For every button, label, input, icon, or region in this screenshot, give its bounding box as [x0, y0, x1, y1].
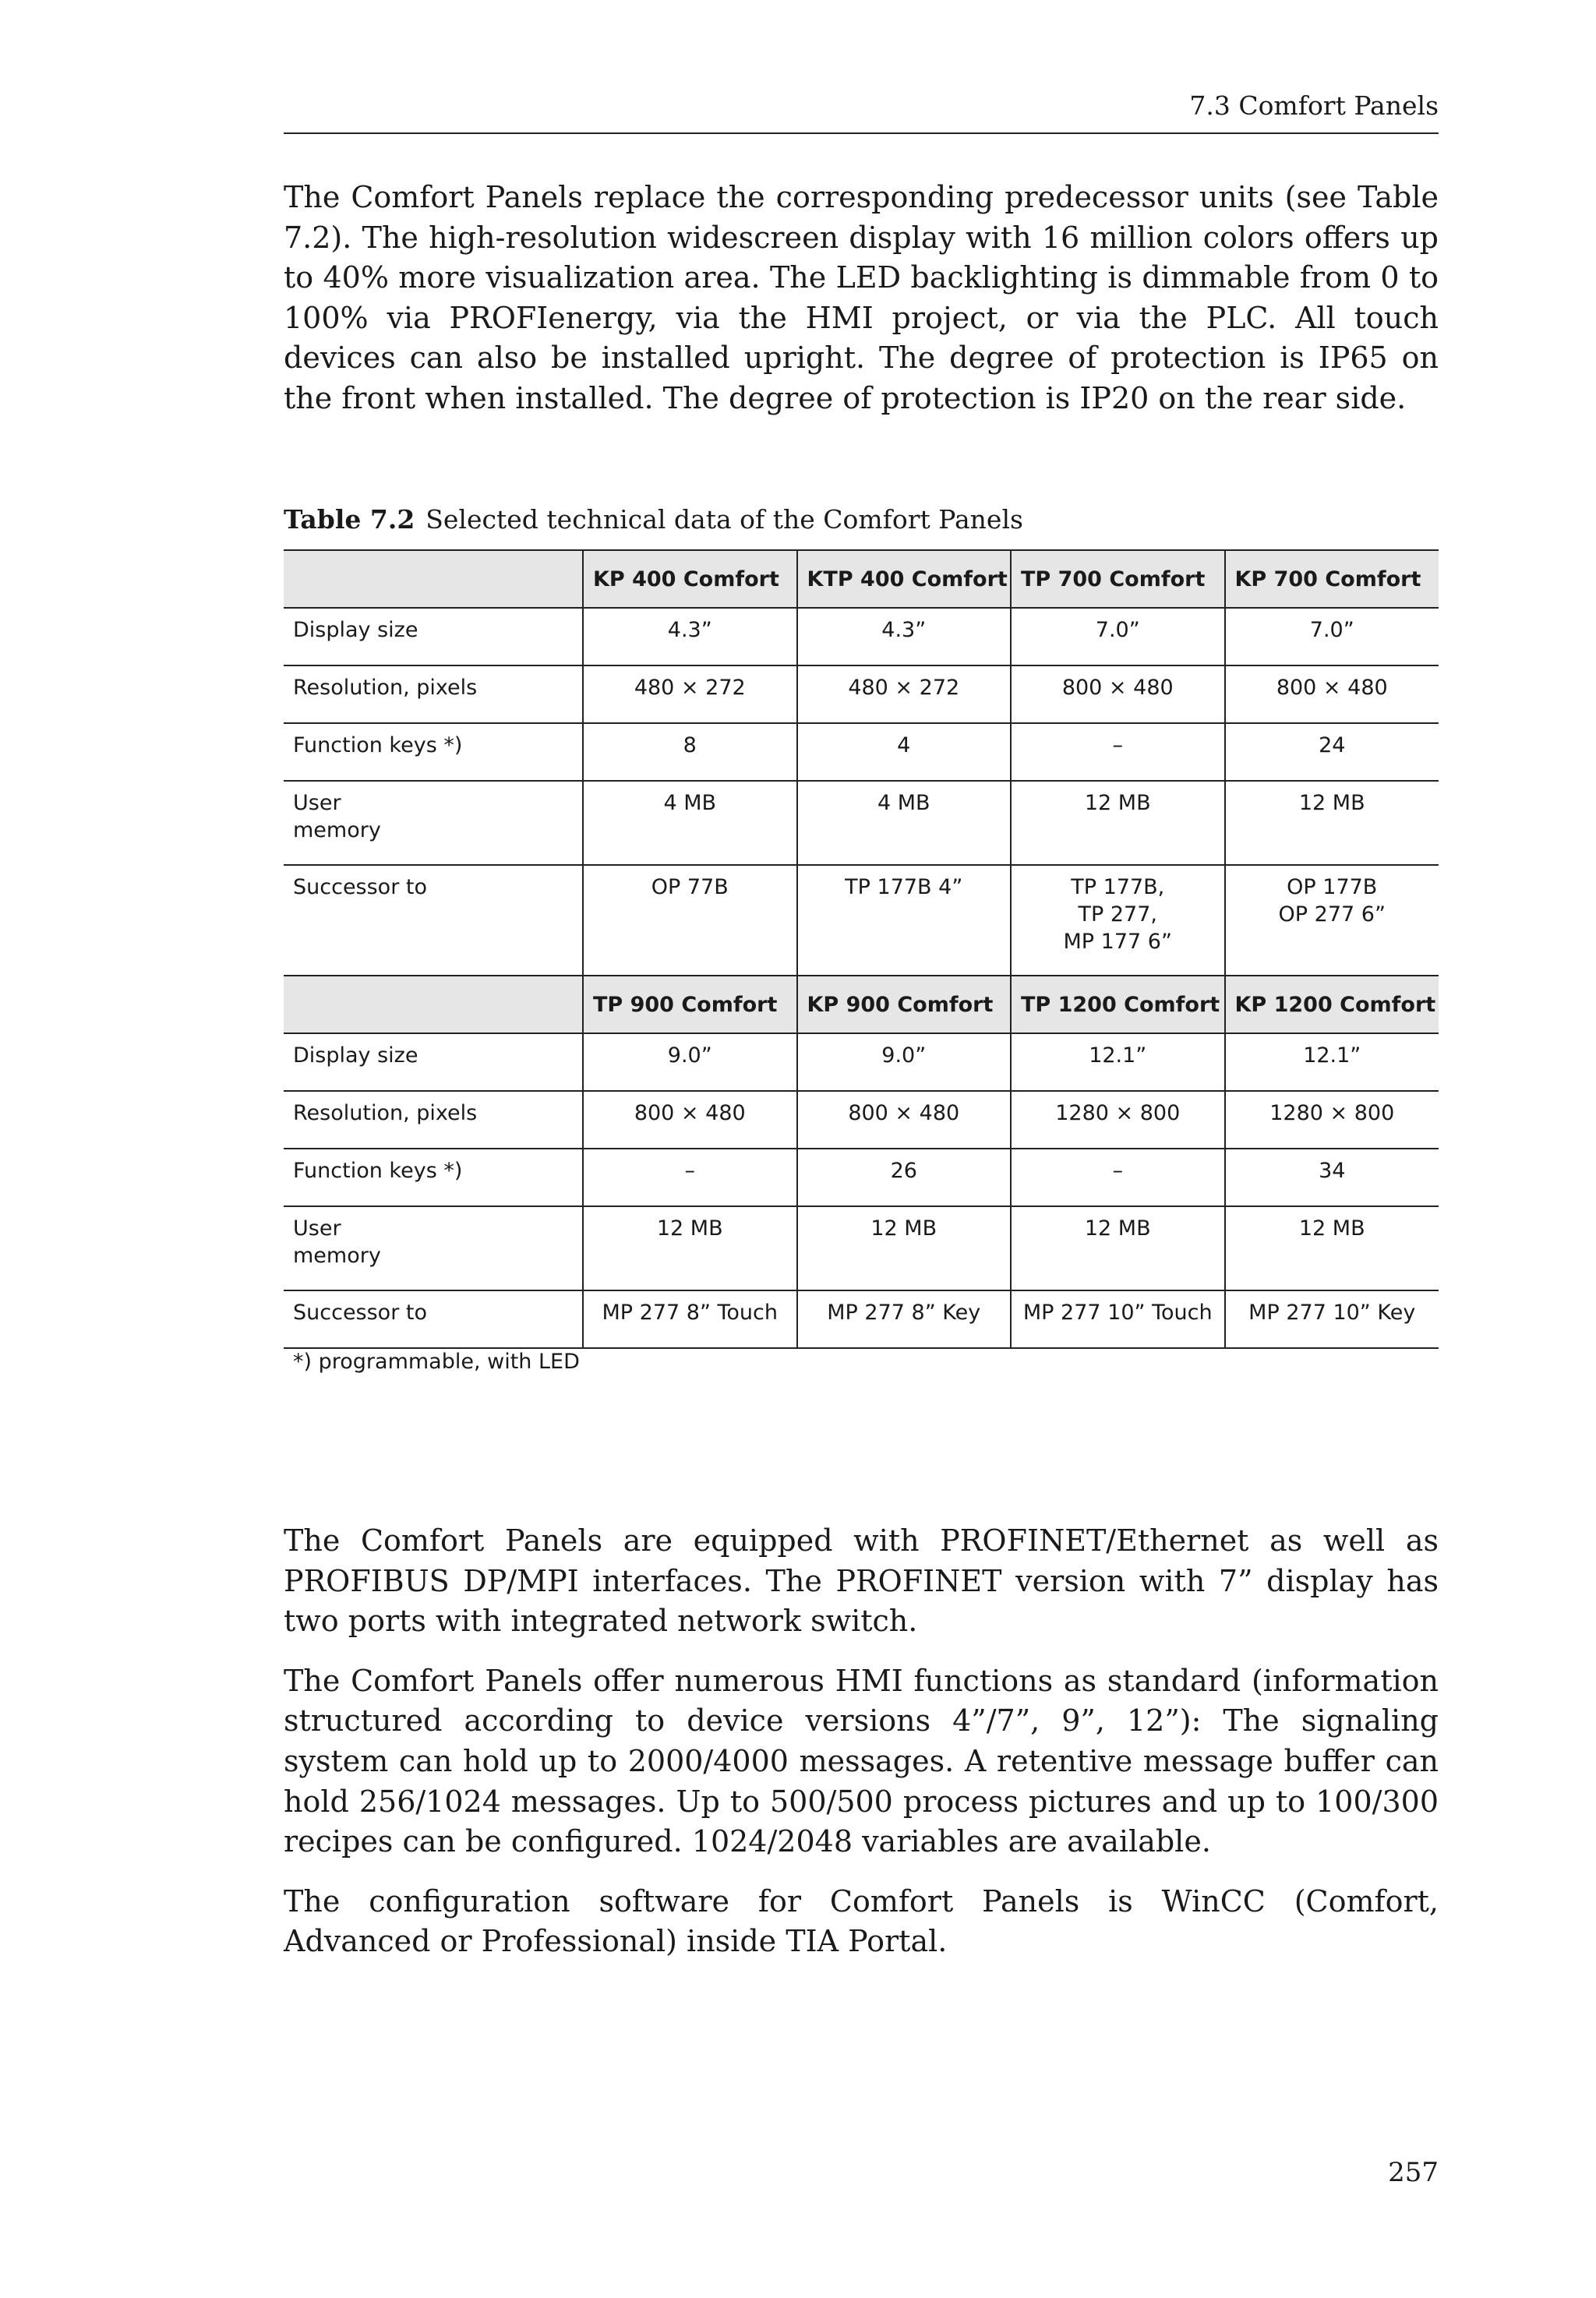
row-label: Resolution, pixels	[284, 665, 583, 723]
table-cell: –	[583, 1149, 797, 1206]
body-section	[284, 1521, 1439, 1982]
body-paragraph: The Comfort Panels are equipped with PROFINET/Ethernet as well as PROFIBUS DP/MPI interfaces. The PROFINET version with 7” display has two ports with integrated network switch.	[284, 1523, 1439, 1639]
header-corner-cell	[284, 550, 583, 608]
row-label: Successor to	[284, 865, 583, 976]
row-label	[284, 1206, 583, 1290]
cell-line: OP 177B	[1287, 875, 1378, 899]
table-cell: 1280 × 800	[1225, 1091, 1439, 1149]
table-cell: 4	[797, 723, 1012, 781]
table-row	[284, 1091, 1439, 1149]
specs-table	[284, 549, 1439, 1349]
table-cell: 34	[1225, 1149, 1439, 1206]
cell-line: TP 177B,	[1071, 875, 1165, 899]
row-label: Display size	[284, 608, 583, 665]
table-row	[284, 723, 1439, 781]
table-row	[284, 1033, 1439, 1091]
table-cell: 800 × 480	[797, 1091, 1012, 1149]
table-cell: 480 × 272	[583, 665, 797, 723]
table-cell: 12 MB	[583, 1206, 797, 1290]
table-cell: MP 277 8” Touch	[583, 1290, 797, 1348]
table-cell: 8	[583, 723, 797, 781]
row-label: Resolution, pixels	[284, 1091, 583, 1149]
table-cell	[583, 865, 797, 976]
row-label-line: memory	[293, 1244, 381, 1268]
table-cell: 12.1”	[1225, 1033, 1439, 1091]
table-row	[284, 1149, 1439, 1206]
table-caption	[284, 503, 1439, 537]
table-cell: 12 MB	[1011, 1206, 1225, 1290]
table-cell: 1280 × 800	[1011, 1091, 1225, 1149]
table-cell: 4.3”	[583, 608, 797, 665]
table-cell: 12 MB	[1225, 1206, 1439, 1290]
cell-line: MP 177 6”	[1063, 930, 1172, 954]
table-cell: 9.0”	[797, 1033, 1012, 1091]
table-caption-text: Selected technical data of the Comfort Panels	[425, 504, 1023, 535]
table-header-row	[284, 550, 1439, 608]
header-cell: TP 900 Comfort	[583, 976, 797, 1033]
cell-line: TP 277,	[1078, 902, 1157, 927]
table-row	[284, 608, 1439, 665]
table-cell: MP 277 8” Key	[797, 1290, 1012, 1348]
header-cell: TP 1200 Comfort	[1011, 976, 1225, 1033]
table-cell: 4 MB	[797, 781, 1012, 865]
row-label: Function keys *)	[284, 723, 583, 781]
table-cell	[1011, 865, 1225, 976]
table-cell: 800 × 480	[1011, 665, 1225, 723]
body-paragraph: The Comfort Panels offer numerous HMI functions as standard (information structured according to device versions 4”/7”, 9”, 12”): The signaling system can hold up to 2000/4000 messages. A retentive message buffer can hold 256/1024 messages. Up to 500/500 process pictures and up to 100/300 recipes can be configured. 1024/2048 variables are available.	[284, 1663, 1439, 1859]
header-cell: KP 400 Comfort	[583, 550, 797, 608]
table-row	[284, 665, 1439, 723]
table-footnote: *) programmable, with LED	[293, 1350, 580, 1374]
table-cell: 4.3”	[797, 608, 1012, 665]
table-cell: 12.1”	[1011, 1033, 1225, 1091]
row-label-line: memory	[293, 818, 381, 842]
table-cell: 480 × 272	[797, 665, 1012, 723]
header-corner-cell	[284, 976, 583, 1033]
row-label-line: User	[293, 1216, 341, 1241]
table-cell: 26	[797, 1149, 1012, 1206]
page-number: 257	[1388, 2157, 1439, 2188]
table-cell: 800 × 480	[1225, 665, 1439, 723]
table-cell: 800 × 480	[583, 1091, 797, 1149]
table-cell: –	[1011, 723, 1225, 781]
intro-paragraph: The Comfort Panels replace the corresponding predecessor units (see Table 7.2). The high-resolution widescreen display with 16 million colors offers up to 40% more visualization area. The LED backlighting is dimmable from 0 to 100% via PROFIenergy, via the HMI project, or via the PLC. All touch devices can also be installed upright. The degree of protection is IP65 on the front when installed. The degree of protection is IP20 on the rear side.	[284, 180, 1439, 415]
header-cell: KP 1200 Comfort	[1225, 976, 1439, 1033]
row-label	[284, 781, 583, 865]
table-header-row	[284, 976, 1439, 1033]
table-cell: 7.0”	[1011, 608, 1225, 665]
table-row	[284, 781, 1439, 865]
row-label: Function keys *)	[284, 1149, 583, 1206]
running-header: 7.3 Comfort Panels	[284, 87, 1439, 134]
cell-line: OP 77B	[651, 875, 729, 899]
intro-section	[284, 178, 1439, 419]
table-cell: –	[1011, 1149, 1225, 1206]
table-row	[284, 1290, 1439, 1348]
table-cell: 7.0”	[1225, 608, 1439, 665]
table-cell: MP 277 10” Key	[1225, 1290, 1439, 1348]
table-row	[284, 1206, 1439, 1290]
row-label: Display size	[284, 1033, 583, 1091]
cell-line: TP 177B 4”	[845, 875, 963, 899]
table-cell: MP 277 10” Touch	[1011, 1290, 1225, 1348]
table-cell: 12 MB	[1225, 781, 1439, 865]
header-cell: KP 700 Comfort	[1225, 550, 1439, 608]
table-cell: 12 MB	[1011, 781, 1225, 865]
header-cell: TP 700 Comfort	[1011, 550, 1225, 608]
header-cell: KP 900 Comfort	[797, 976, 1012, 1033]
row-label-line: User	[293, 791, 341, 815]
table-cell: 4 MB	[583, 781, 797, 865]
cell-line: OP 277 6”	[1278, 902, 1386, 927]
table-cell	[1225, 865, 1439, 976]
table-caption-label: Table 7.2	[284, 504, 415, 535]
row-label: Successor to	[284, 1290, 583, 1348]
table-cell: 9.0”	[583, 1033, 797, 1091]
body-paragraph: The configuration software for Comfort Panels is WinCC (Comfort, Advanced or Professional) inside TIA Portal.	[284, 1883, 1439, 1959]
table-cell: 12 MB	[797, 1206, 1012, 1290]
table-row	[284, 865, 1439, 976]
header-cell: KTP 400 Comfort	[797, 550, 1012, 608]
table-cell: 24	[1225, 723, 1439, 781]
table-cell	[797, 865, 1012, 976]
